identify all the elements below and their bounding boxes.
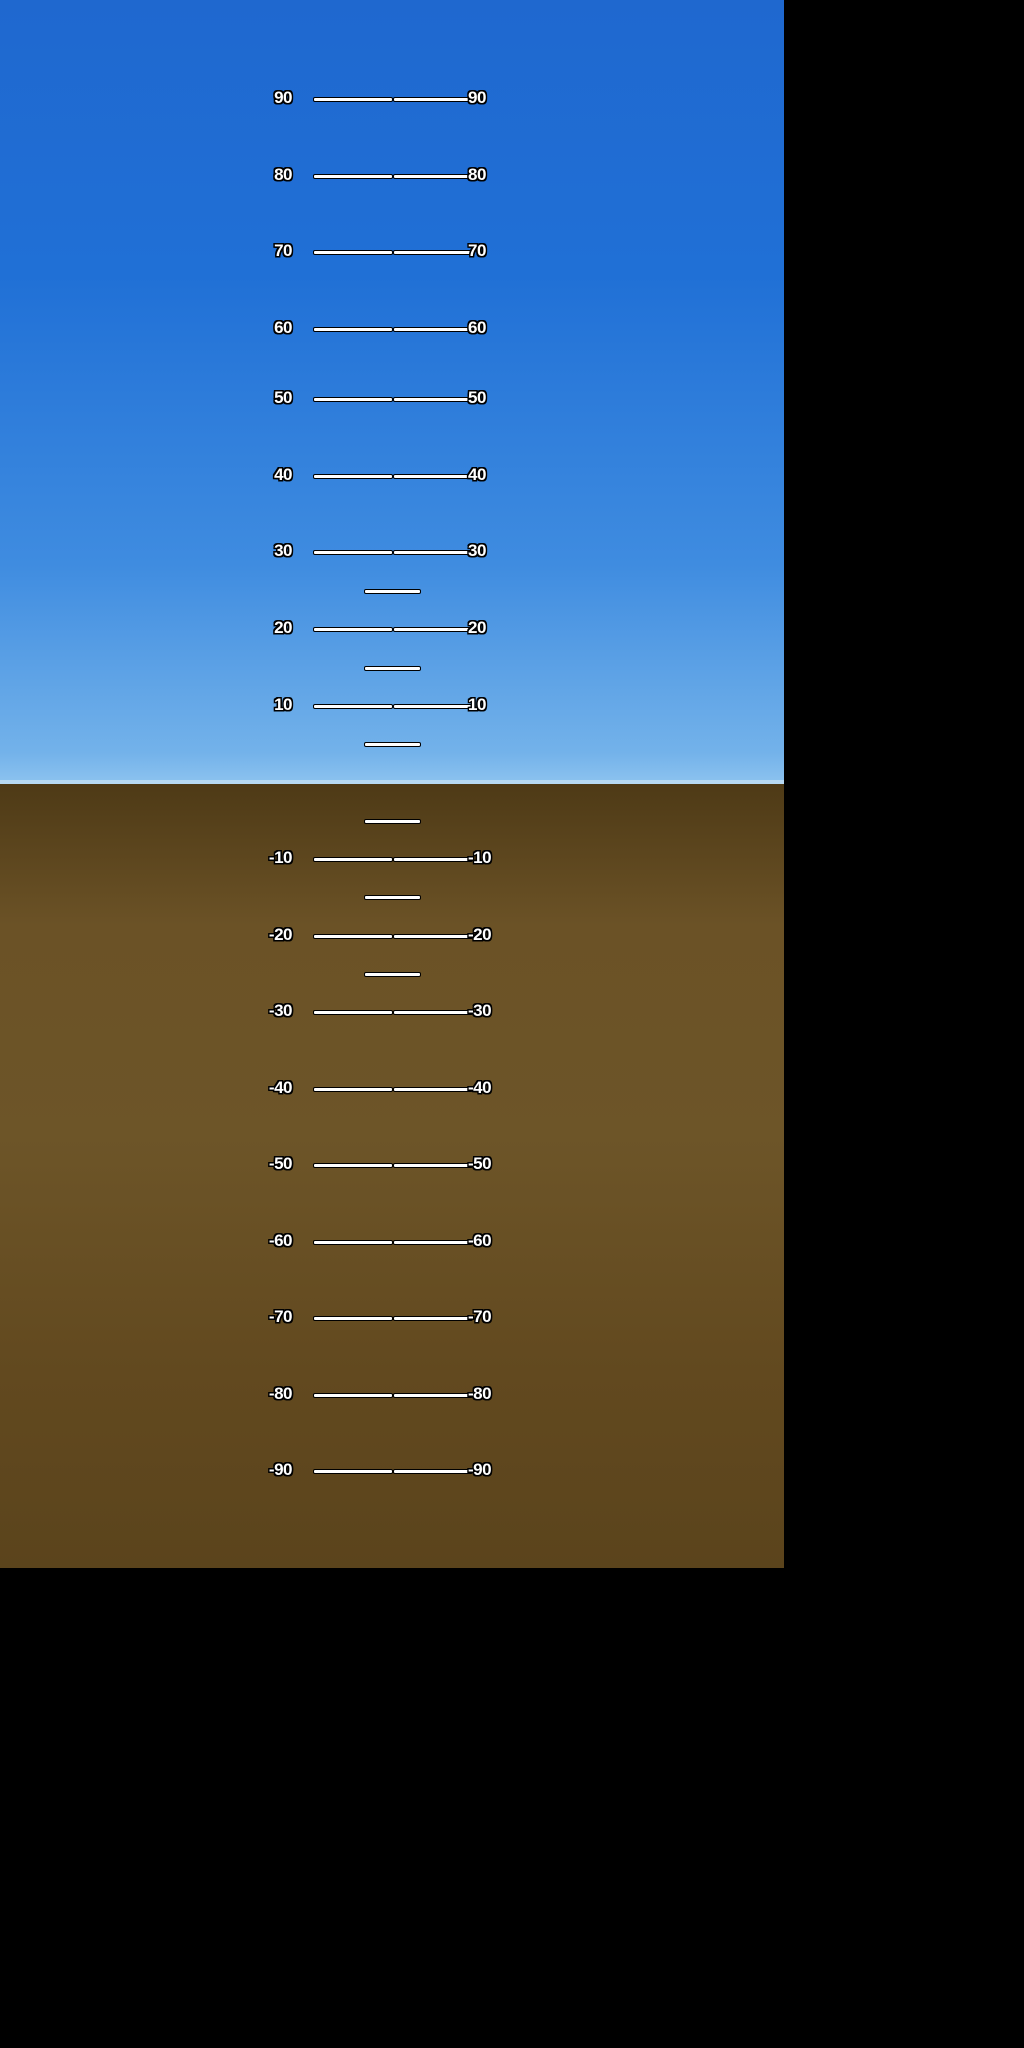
- pitch-bar-right: [393, 1469, 473, 1474]
- pitch-bar-right: [393, 704, 473, 709]
- pitch-bar-right: [393, 1316, 473, 1321]
- pitch-label-right: 80: [468, 165, 486, 184]
- pitch-bar-right: [393, 1163, 473, 1168]
- pitch-bar-right: [393, 1393, 473, 1398]
- pitch-label-left: -80: [268, 1384, 292, 1403]
- pitch-label-right: -70: [468, 1307, 492, 1326]
- pitch-bar-left: [313, 327, 393, 332]
- pitch-bar-right: [393, 97, 473, 102]
- pitch-label-right: -60: [468, 1231, 492, 1250]
- pitch-label-right: -80: [468, 1384, 492, 1403]
- pitch-label-left: -40: [268, 1078, 292, 1097]
- pitch-bar-left: [313, 474, 393, 479]
- pitch-label-left: -20: [268, 925, 292, 944]
- pitch-bar-right: [393, 550, 473, 555]
- pitch-label-right: -40: [468, 1078, 492, 1097]
- pitch-bar-right: [393, 934, 473, 939]
- pitch-bar-right: [393, 1240, 473, 1245]
- pitch-label-right: 90: [468, 88, 486, 107]
- pitch-bar-right: [393, 1087, 473, 1092]
- pitch-bar-minor: [364, 972, 421, 977]
- pitch-label-right: -90: [468, 1460, 492, 1479]
- pitch-bar-left: [313, 397, 393, 402]
- pitch-bar-left: [313, 934, 393, 939]
- pitch-bar-left: [313, 1163, 393, 1168]
- pitch-bar-right: [393, 627, 473, 632]
- pitch-bar-minor: [364, 666, 421, 671]
- pitch-label-left: -50: [268, 1154, 292, 1173]
- pitch-label-left: 50: [274, 388, 292, 407]
- pitch-bar-left: [313, 627, 393, 632]
- pitch-label-left: 30: [274, 541, 292, 560]
- pitch-bar-left: [313, 550, 393, 555]
- pitch-bar-right: [393, 397, 473, 402]
- pitch-bar-right: [393, 327, 473, 332]
- pitch-label-right: 60: [468, 318, 486, 337]
- pitch-label-left: 80: [274, 165, 292, 184]
- pitch-label-right: 20: [468, 618, 486, 637]
- pitch-label-left: -90: [268, 1460, 292, 1479]
- pitch-bar-right: [393, 250, 473, 255]
- pitch-bar-left: [313, 857, 393, 862]
- pitch-label-right: -20: [468, 925, 492, 944]
- pitch-bar-minor: [364, 895, 421, 900]
- pitch-label-right: 40: [468, 465, 486, 484]
- pitch-label-right: -30: [468, 1001, 492, 1020]
- pitch-label-left: -60: [268, 1231, 292, 1250]
- pitch-label-left: 60: [274, 318, 292, 337]
- pitch-bar-left: [313, 250, 393, 255]
- pitch-bar-left: [313, 1469, 393, 1474]
- pitch-label-right: -10: [468, 848, 492, 867]
- pitch-label-left: -10: [268, 848, 292, 867]
- pitch-bar-minor: [364, 819, 421, 824]
- pitch-label-right: 50: [468, 388, 486, 407]
- pitch-label-left: 70: [274, 241, 292, 260]
- pitch-label-right: 70: [468, 241, 486, 260]
- pitch-label-right: -50: [468, 1154, 492, 1173]
- pitch-bar-left: [313, 1087, 393, 1092]
- pitch-label-right: 10: [468, 695, 486, 714]
- pitch-bar-left: [313, 1316, 393, 1321]
- pitch-bar-minor: [364, 589, 421, 594]
- pitch-bar-left: [313, 1240, 393, 1245]
- bottom-letterbox: [0, 1568, 784, 2048]
- pitch-bar-minor: [364, 742, 421, 747]
- pitch-bar-left: [313, 174, 393, 179]
- right-letterbox: [784, 0, 1024, 2048]
- pitch-bar-right: [393, 174, 473, 179]
- pitch-bar-right: [393, 474, 473, 479]
- pitch-label-left: 90: [274, 88, 292, 107]
- pitch-bar-left: [313, 704, 393, 709]
- pitch-label-left: -70: [268, 1307, 292, 1326]
- pitch-bar-left: [313, 1010, 393, 1015]
- pitch-label-right: 30: [468, 541, 486, 560]
- pitch-bar-left: [313, 1393, 393, 1398]
- pitch-bar-left: [313, 97, 393, 102]
- pitch-bar-right: [393, 857, 473, 862]
- pitch-bar-right: [393, 1010, 473, 1015]
- pitch-label-left: 20: [274, 618, 292, 637]
- pitch-label-left: 40: [274, 465, 292, 484]
- pitch-label-left: -30: [268, 1001, 292, 1020]
- pitch-label-left: 10: [274, 695, 292, 714]
